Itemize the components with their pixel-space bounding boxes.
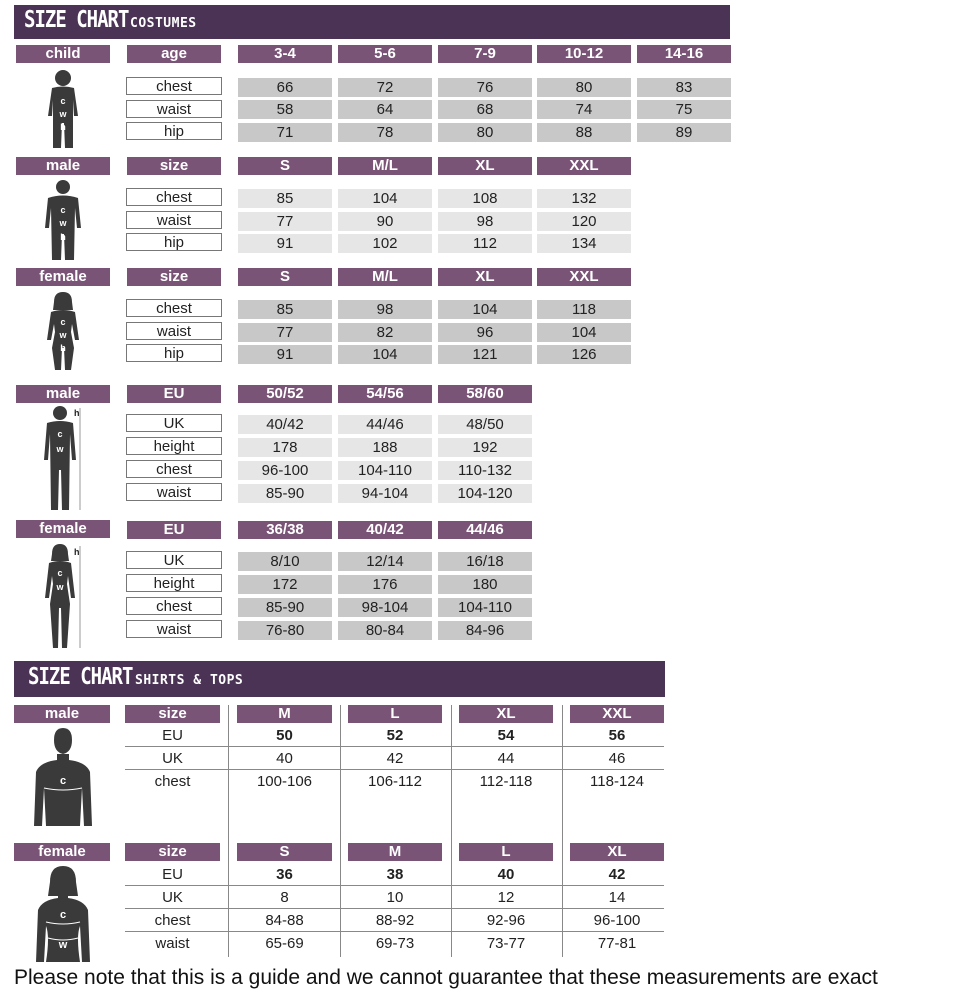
value-cell: 48/50 (438, 415, 532, 434)
costumes-subtitle: COSTUMES (130, 16, 197, 31)
row-label: waist (126, 483, 222, 501)
row-label: EU (162, 866, 183, 883)
figure-letter: c (60, 317, 66, 327)
figure-letter: c (57, 568, 63, 578)
male-height-silhouette-icon (38, 404, 88, 514)
value-cell: 52 (386, 727, 404, 744)
table-divider (125, 885, 664, 886)
value-cell: 36 (276, 866, 293, 883)
row-label: height (126, 574, 222, 592)
column-label-header: size (125, 705, 220, 723)
size-header: S (238, 268, 332, 286)
value-cell: 126 (537, 345, 631, 364)
child-silhouette-icon (40, 68, 86, 152)
value-cell: 96 (438, 323, 532, 342)
value-cell: 104 (438, 300, 532, 319)
value-cell: 40/42 (238, 415, 332, 434)
column-divider (451, 705, 452, 957)
value-cell: 44 (497, 750, 515, 767)
value-cell: 44/46 (338, 415, 432, 434)
value-cell: 112 (438, 234, 532, 253)
value-cell: 121 (438, 345, 532, 364)
value-cell: 71 (238, 123, 332, 142)
size-header: M (348, 843, 442, 861)
value-cell: 112-118 (479, 773, 533, 790)
size-header: XL (570, 843, 664, 861)
row-label: UK (126, 414, 222, 432)
value-cell: 132 (537, 189, 631, 208)
size-header: 10-12 (537, 45, 631, 63)
size-header: 54/56 (338, 385, 432, 403)
male-torso-icon (30, 728, 96, 826)
size-header: L (348, 705, 442, 723)
value-cell: 180 (438, 575, 532, 594)
figure-letter: h (60, 343, 66, 353)
figure-letter: c (60, 96, 66, 106)
male-silhouette-icon (40, 178, 86, 264)
column-label-header: age (127, 45, 221, 63)
value-cell: 72 (338, 78, 432, 97)
value-cell: 68 (438, 100, 532, 119)
row-label: EU (162, 727, 183, 744)
value-cell: 192 (438, 438, 532, 457)
column-divider (340, 705, 341, 957)
value-cell: 88-92 (375, 912, 415, 929)
value-cell: 14 (608, 889, 626, 906)
column-label-header: size (125, 843, 220, 861)
value-cell: 134 (537, 234, 631, 253)
row-label: hip (126, 344, 222, 362)
value-cell: 80 (537, 78, 631, 97)
figure-letter: c (60, 205, 66, 215)
value-cell: 78 (338, 123, 432, 142)
row-label: UK (162, 750, 183, 767)
value-cell: 104-110 (438, 598, 532, 617)
value-cell: 84-88 (265, 912, 304, 929)
value-cell: 80-84 (338, 621, 432, 640)
group-header: male (14, 705, 110, 723)
column-label-header: size (127, 157, 221, 175)
value-cell: 16/18 (438, 552, 532, 571)
size-header: 50/52 (238, 385, 332, 403)
figure-letter: h (60, 122, 66, 132)
column-divider (562, 705, 563, 957)
row-label: waist (126, 211, 222, 229)
shirts-banner (14, 661, 665, 697)
row-label: chest (126, 597, 222, 615)
size-header: M/L (338, 268, 432, 286)
group-header: male (16, 157, 110, 175)
size-header: XXL (537, 157, 631, 175)
value-cell: 91 (238, 345, 332, 364)
table-divider (125, 931, 664, 932)
value-cell: 42 (386, 750, 404, 767)
value-cell: 84-96 (438, 621, 532, 640)
row-label: hip (126, 122, 222, 140)
value-cell: 46 (608, 750, 626, 767)
value-cell: 12/14 (338, 552, 432, 571)
table-divider (125, 746, 664, 747)
value-cell: 118 (537, 300, 631, 319)
costumes-banner (14, 5, 730, 39)
value-cell: 85-90 (238, 484, 332, 503)
female-height-silhouette-icon (38, 542, 88, 652)
figure-letter: h (74, 408, 80, 418)
size-header: 7-9 (438, 45, 532, 63)
value-cell: 104 (537, 323, 631, 342)
table-divider (125, 769, 664, 770)
value-cell: 40 (276, 750, 293, 767)
value-cell: 98 (338, 300, 432, 319)
value-cell: 76 (438, 78, 532, 97)
value-cell: 83 (637, 78, 731, 97)
value-cell: 96-100 (593, 912, 641, 929)
size-header: 36/38 (238, 521, 332, 539)
column-label-header: size (127, 268, 221, 286)
size-header: 5-6 (338, 45, 432, 63)
value-cell: 10 (386, 889, 404, 906)
column-label-header: EU (127, 385, 221, 403)
row-label: chest (126, 460, 222, 478)
figure-letter: w (59, 218, 67, 228)
value-cell: 106-112 (368, 773, 422, 790)
value-cell: 42 (608, 866, 626, 883)
value-cell: 69-73 (375, 935, 415, 952)
value-cell: 172 (238, 575, 332, 594)
value-cell: 8/10 (238, 552, 332, 571)
value-cell: 88 (537, 123, 631, 142)
size-header: 3-4 (238, 45, 332, 63)
size-header: 44/46 (438, 521, 532, 539)
size-header: XL (438, 268, 532, 286)
row-label: hip (126, 233, 222, 251)
size-header: 58/60 (438, 385, 532, 403)
row-label: waist (126, 322, 222, 340)
column-divider (228, 705, 229, 957)
value-cell: 12 (497, 889, 515, 906)
value-cell: 178 (238, 438, 332, 457)
size-header: 14-16 (637, 45, 731, 63)
value-cell: 89 (637, 123, 731, 142)
size-header: XXL (537, 268, 631, 286)
value-cell: 104 (338, 345, 432, 364)
row-label: chest (154, 912, 191, 929)
figure-letter: w (58, 939, 68, 951)
row-label: chest (126, 299, 222, 317)
value-cell: 76-80 (238, 621, 332, 640)
row-label: waist (155, 935, 190, 952)
size-header: L (459, 843, 553, 861)
value-cell: 77 (238, 212, 332, 231)
row-label: UK (126, 551, 222, 569)
value-cell: 176 (338, 575, 432, 594)
group-header: child (16, 45, 110, 63)
value-cell: 108 (438, 189, 532, 208)
size-header: XXL (570, 705, 664, 723)
value-cell: 188 (338, 438, 432, 457)
value-cell: 91 (238, 234, 332, 253)
value-cell: 65-69 (265, 935, 304, 952)
size-header: XL (459, 705, 553, 723)
size-header: 40/42 (338, 521, 432, 539)
value-cell: 8 (280, 889, 289, 906)
row-label: chest (126, 188, 222, 206)
figure-letter: c (57, 429, 63, 439)
value-cell: 82 (338, 323, 432, 342)
size-header: M (237, 705, 332, 723)
row-label: chest (154, 773, 191, 790)
figure-letter: w (56, 444, 64, 454)
figure-letter: w (59, 330, 67, 340)
group-header: female (16, 268, 110, 286)
value-cell: 90 (338, 212, 432, 231)
value-cell: 50 (276, 727, 293, 744)
value-cell: 104-110 (338, 461, 432, 480)
group-header: female (16, 520, 110, 538)
shirts-subtitle: SHIRTS & TOPS (135, 673, 244, 688)
value-cell: 77-81 (597, 935, 637, 952)
value-cell: 77 (238, 323, 332, 342)
value-cell: 104 (338, 189, 432, 208)
value-cell: 98-104 (338, 598, 432, 617)
row-label: chest (126, 77, 222, 95)
value-cell: 73-77 (486, 935, 526, 952)
value-cell: 120 (537, 212, 631, 231)
group-header: male (16, 385, 110, 403)
value-cell: 56 (608, 727, 626, 744)
value-cell: 118-124 (590, 773, 644, 790)
value-cell: 104-120 (438, 484, 532, 503)
female-torso-icon (30, 866, 96, 962)
figure-letter: w (59, 109, 67, 119)
figure-letter: h (74, 547, 80, 557)
row-label: waist (126, 100, 222, 118)
figure-letter: c (59, 775, 67, 787)
table-divider (125, 908, 664, 909)
value-cell: 38 (386, 866, 404, 883)
shirts-title: SIZE CHART (28, 663, 133, 691)
costumes-title: SIZE CHART (24, 6, 129, 34)
value-cell: 92-96 (486, 912, 526, 929)
female-silhouette-icon (40, 290, 86, 374)
value-cell: 74 (537, 100, 631, 119)
value-cell: 75 (637, 100, 731, 119)
row-label: UK (162, 889, 183, 906)
figure-letter: w (56, 582, 64, 592)
value-cell: 64 (338, 100, 432, 119)
value-cell: 80 (438, 123, 532, 142)
value-cell: 94-104 (338, 484, 432, 503)
value-cell: 98 (438, 212, 532, 231)
group-header: female (14, 843, 110, 861)
value-cell: 96-100 (238, 461, 332, 480)
size-header: S (237, 843, 332, 861)
value-cell: 58 (238, 100, 332, 119)
value-cell: 40 (497, 866, 515, 883)
row-label: height (126, 437, 222, 455)
value-cell: 85 (238, 189, 332, 208)
disclaimer-note: Please note that this is a guide and we cannot guarantee that these measurements are exact (14, 966, 878, 989)
row-label: waist (126, 620, 222, 638)
value-cell: 110-132 (438, 461, 532, 480)
figure-letter: h (60, 232, 66, 242)
value-cell: 54 (497, 727, 515, 744)
value-cell: 102 (338, 234, 432, 253)
value-cell: 85-90 (238, 598, 332, 617)
value-cell: 66 (238, 78, 332, 97)
value-cell: 100-106 (256, 773, 313, 790)
size-header: M/L (338, 157, 432, 175)
size-header: S (238, 157, 332, 175)
column-label-header: EU (127, 521, 221, 539)
value-cell: 85 (238, 300, 332, 319)
size-header: XL (438, 157, 532, 175)
figure-letter: c (59, 909, 67, 921)
